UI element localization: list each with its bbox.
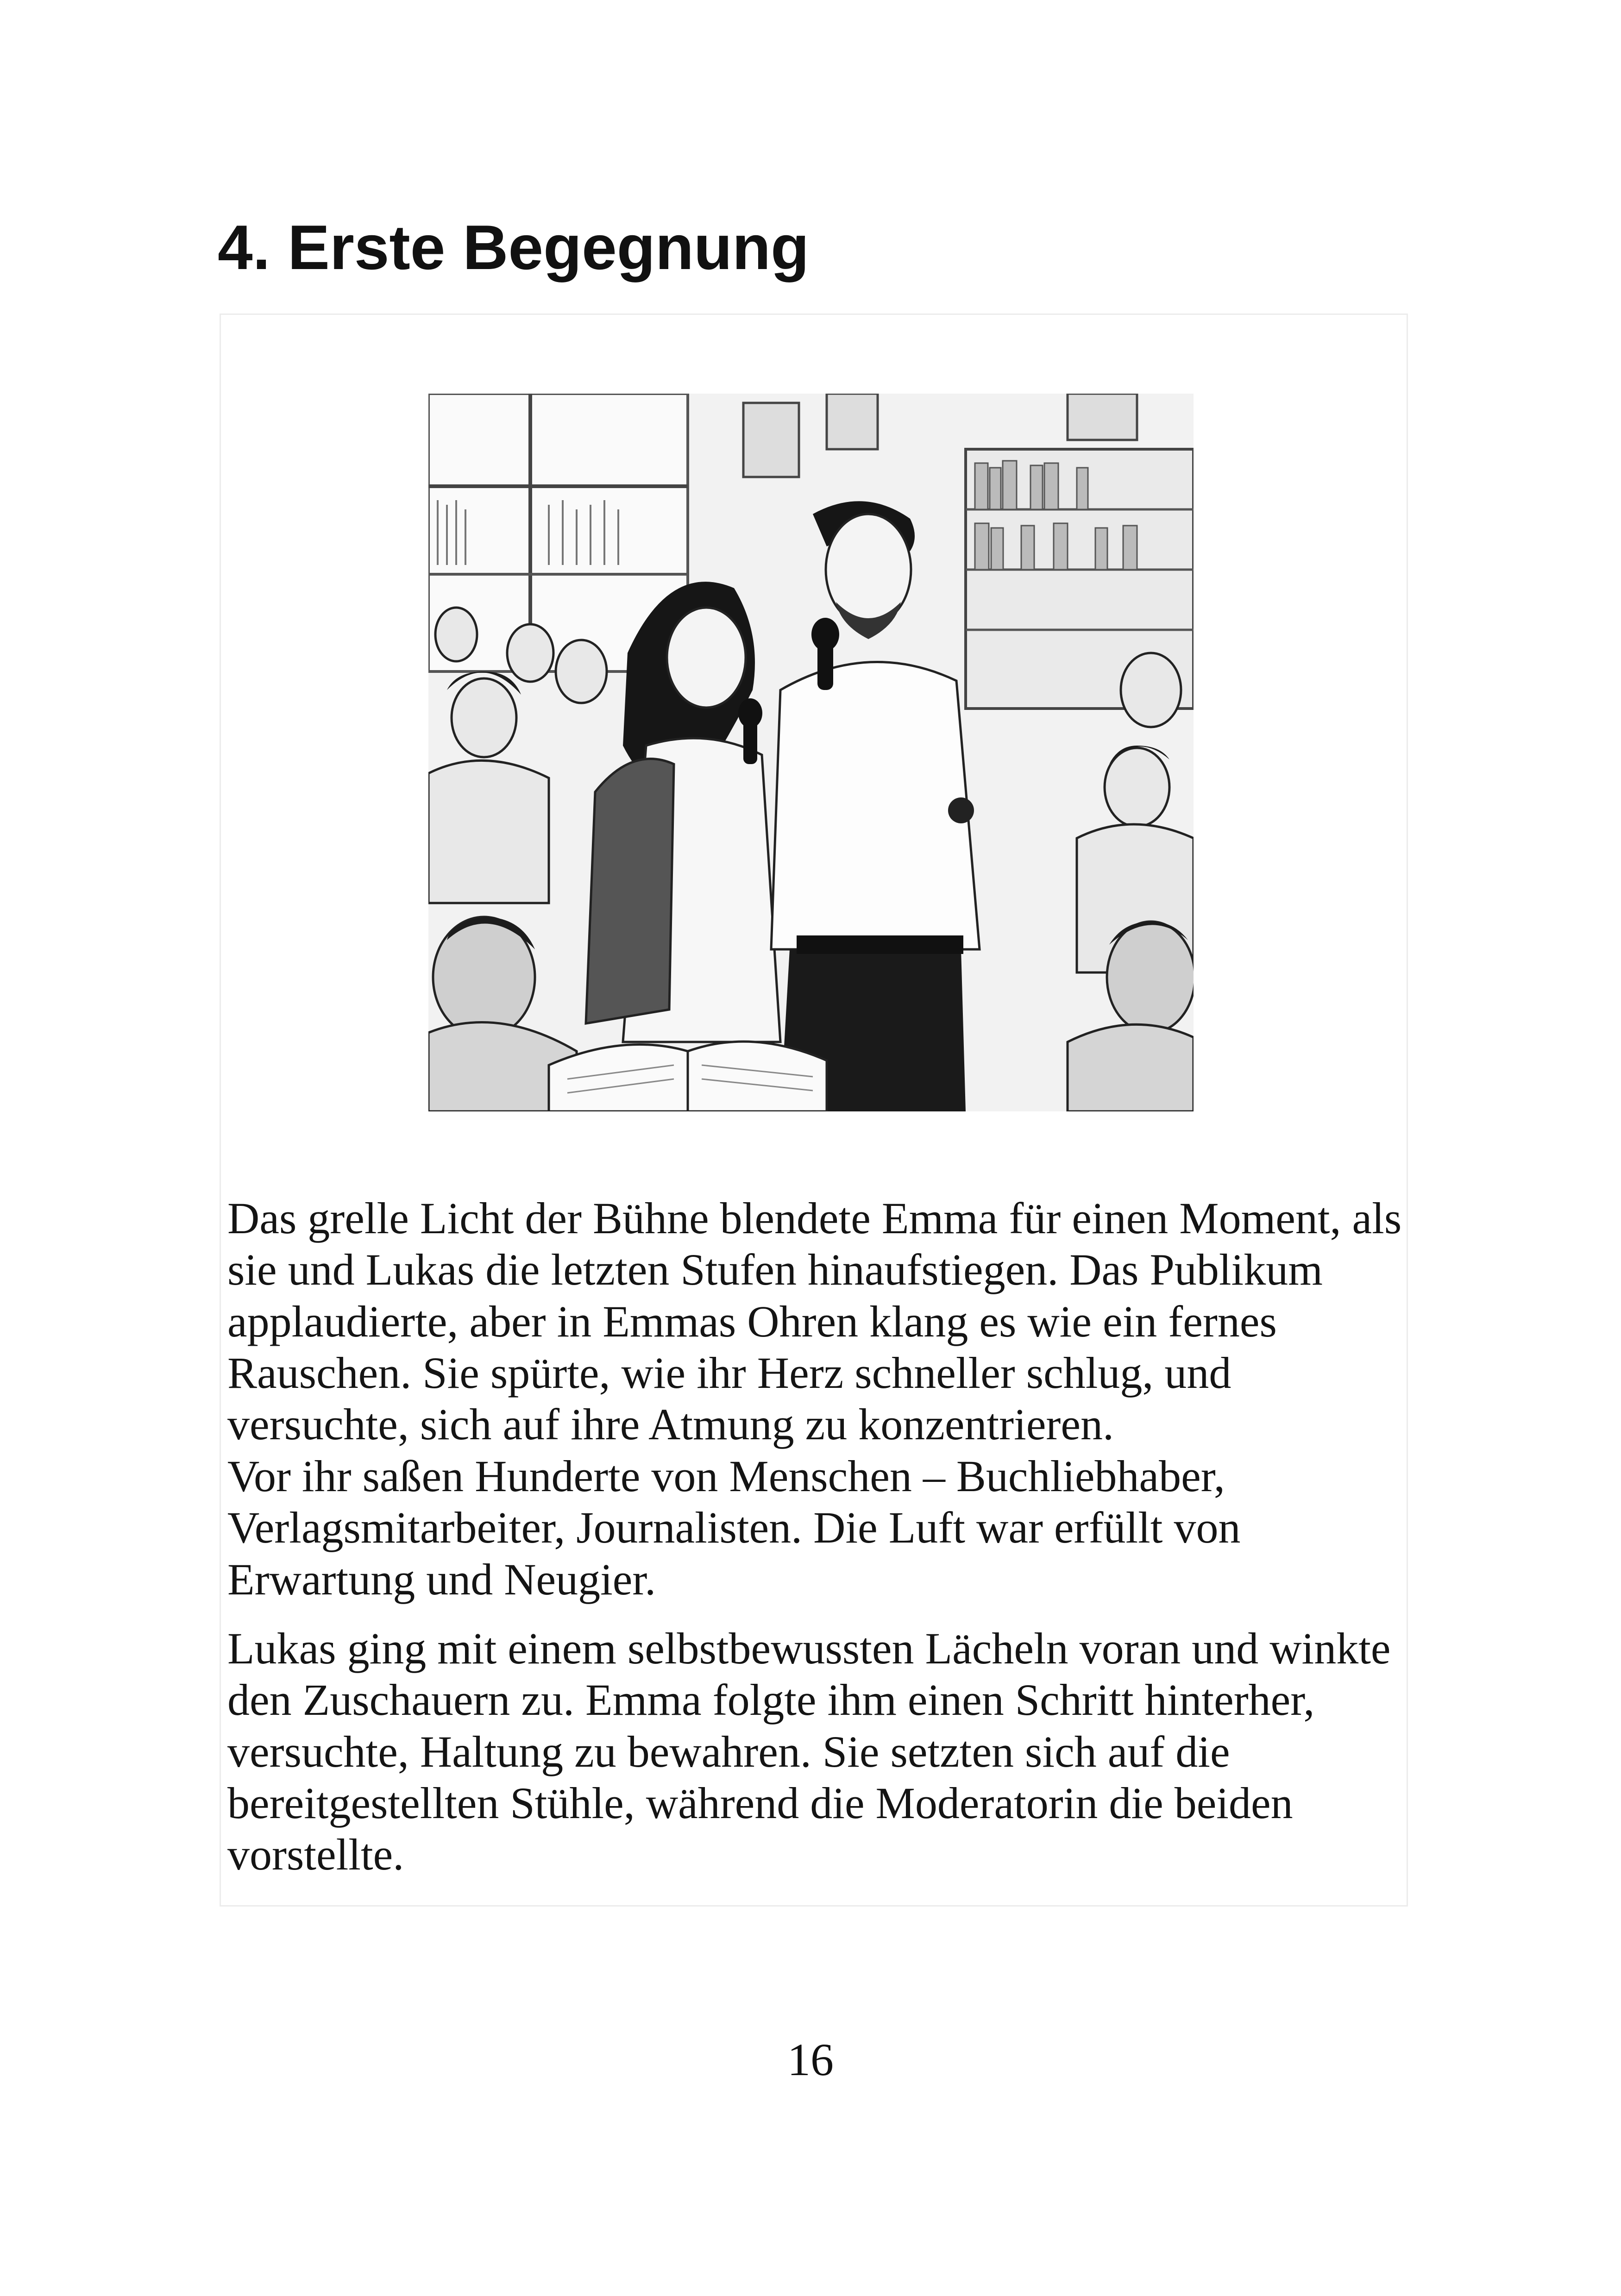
paragraph-1: Das grelle Licht der Bühne blendete Emma für einen Moment, als sie und Lukas die letzten Stufen hinaufstiegen. Das Publikum applaudierte, aber in Emmas Ohren klang es wie ein fernes Rauschen. Sie spürte, wie ihr Herz schneller schlug, und versuchte, sich auf ihre Atmung zu konzentrieren. [227, 1193, 1402, 1449]
page-number: 16 [787, 2034, 834, 2085]
chapter-illustration [428, 394, 1194, 1111]
book-signing-illustration-icon [428, 394, 1194, 1111]
content-frame [220, 314, 1408, 1907]
paragraph-2: Vor ihr saßen Hunderte von Menschen – Buchliebhaber, Verlagsmitarbeiter, Journalisten. Die Luft war erfüllt von Erwartung und Neugier. [227, 1451, 1241, 1604]
chapter-body [227, 1192, 1413, 1881]
paragraph-3: Lukas ging mit einem selbstbewussten Lächeln voran und winkte den Zuschauern zu. Emma folgte ihm einen Schritt hinterher, versuchte, Haltung zu bewahren. Sie setzten sich auf die bereitgestellten Stühle, während die Moderatorin die beiden vorstellte. [227, 1623, 1391, 1880]
chapter-title: 4. Erste Begegnung [218, 212, 810, 282]
